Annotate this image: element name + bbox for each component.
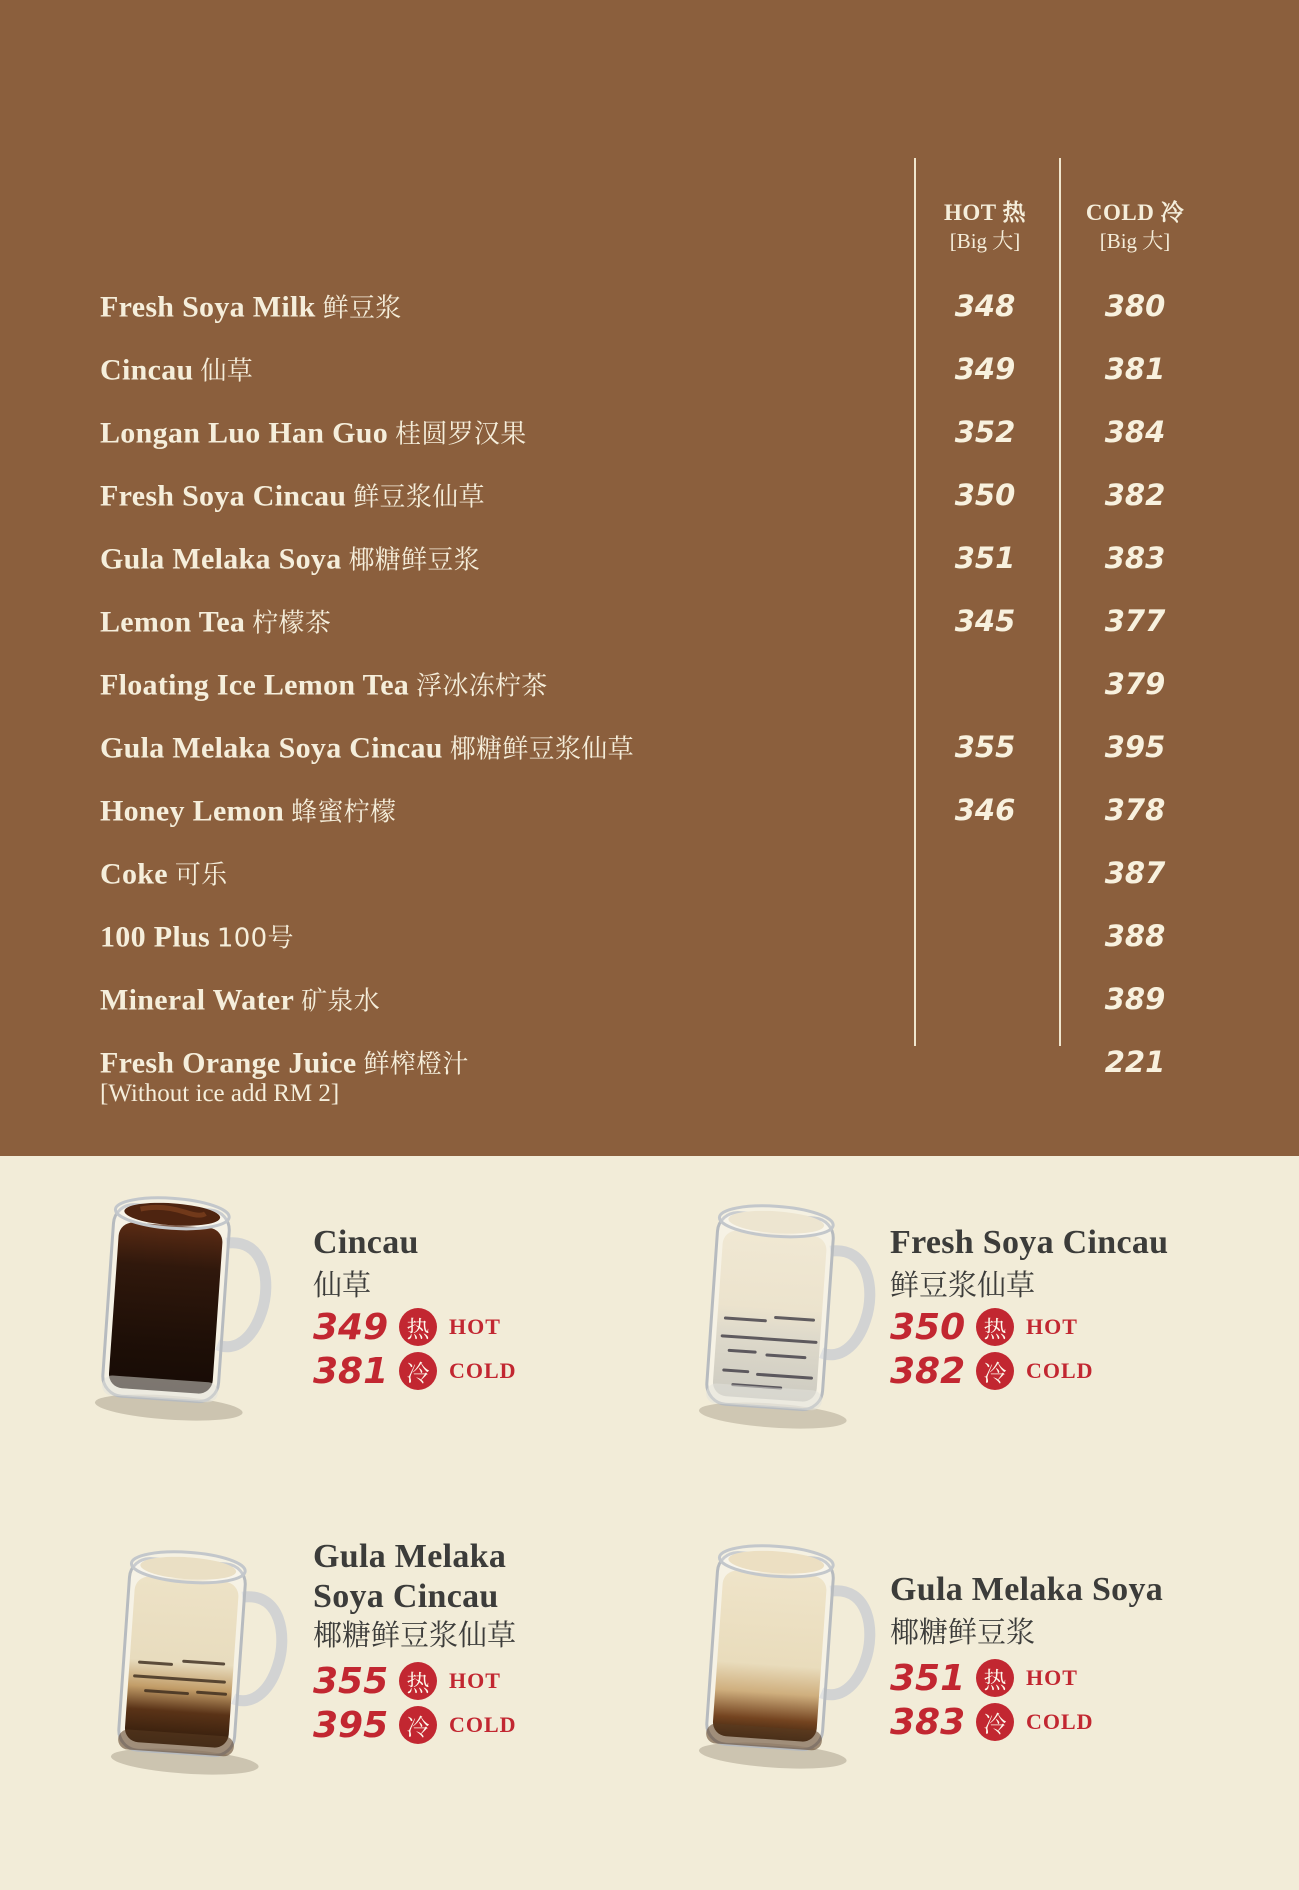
- cold-price: 379: [1104, 666, 1166, 701]
- featured-card-cincau: [313, 1223, 733, 1393]
- cold-price: 378: [1104, 792, 1166, 827]
- card-title-line2: Soya Cincau: [313, 1578, 499, 1615]
- hot-price: 349: [954, 351, 1016, 386]
- hot-price: 346: [954, 792, 1016, 827]
- item-name: [100, 539, 480, 576]
- cold-circle-icon: 冷: [399, 1352, 437, 1390]
- card-title: Cincau: [313, 1224, 419, 1261]
- menu-item-row: [0, 715, 1299, 778]
- cold-circle-icon: 冷: [976, 1352, 1014, 1390]
- cold-column-size-note: [Big 大]: [1099, 229, 1171, 254]
- cold-price-row: [313, 1349, 733, 1393]
- card-title: Fresh Soya Cincau: [890, 1224, 1169, 1261]
- cold-price: 381: [1104, 351, 1166, 386]
- item-name-en: Fresh Soya Cincau: [100, 479, 347, 512]
- card-prices: [890, 1305, 1299, 1393]
- menu-item-row: [0, 652, 1299, 715]
- mug-photo-fresh-soya-cincau: [688, 1192, 878, 1432]
- item-name: [100, 980, 380, 1017]
- hot-circle-icon: 热: [399, 1308, 437, 1346]
- card-subtitle-zh: 仙草: [313, 1268, 372, 1302]
- menu-item-row: [0, 841, 1299, 904]
- item-name: [100, 287, 402, 324]
- menu-item-row: [0, 337, 1299, 400]
- cold-price-row: [890, 1349, 1299, 1393]
- cold-price: 395: [1104, 729, 1166, 764]
- cold-item-number: 383: [890, 1701, 966, 1743]
- featured-card-gula-melaka-soya: [890, 1570, 1299, 1744]
- menu-item-row: [0, 778, 1299, 841]
- featured-card-gula-melaka-soya-cincau: [313, 1537, 733, 1747]
- hot-price: 355: [954, 729, 1016, 764]
- cold-price: 382: [1104, 477, 1166, 512]
- item-name-zh: 柠檬茶: [252, 608, 332, 638]
- card-subtitle-zh: 鲜豆浆仙草: [890, 1268, 1036, 1302]
- hot-circle-icon: 热: [976, 1308, 1014, 1346]
- item-name: [100, 854, 227, 891]
- hot-price-row: [313, 1659, 733, 1703]
- menu-item-row: [0, 526, 1299, 589]
- hot-label: HOT: [449, 1314, 501, 1339]
- cold-circle-icon: 冷: [399, 1706, 437, 1744]
- mug-photo-gula-melaka-soya: [688, 1532, 878, 1772]
- hot-circle-icon: 热: [976, 1659, 1014, 1697]
- card-subtitle-zh: 椰糖鲜豆浆仙草: [313, 1618, 517, 1652]
- item-name-zh: 矿泉水: [301, 986, 381, 1016]
- hot-price: 348: [954, 288, 1016, 323]
- menu-item-row: [0, 274, 1299, 337]
- item-name-zh: 鲜豆浆: [322, 293, 402, 323]
- cold-label: COLD: [1026, 1358, 1094, 1383]
- cold-column-title: COLD 冷: [1085, 200, 1185, 225]
- cold-price: 384: [1104, 414, 1166, 449]
- item-name-en: Honey Lemon: [100, 794, 285, 827]
- cold-label: COLD: [1026, 1709, 1094, 1734]
- hot-item-number: 351: [890, 1657, 966, 1699]
- item-name-zh: 鲜豆浆仙草: [353, 482, 485, 512]
- hot-price: 350: [954, 477, 1016, 512]
- card-subtitle-zh: 椰糖鲜豆浆: [890, 1615, 1036, 1649]
- menu-item-row: [0, 967, 1299, 1030]
- item-name: [100, 791, 396, 828]
- column-header-cold: [1070, 200, 1200, 254]
- cold-label: COLD: [449, 1358, 517, 1383]
- hot-price-row: [313, 1305, 733, 1349]
- orange-juice-note: [Without ice add RM 2]: [100, 1080, 340, 1107]
- item-name-en: Fresh Soya Milk: [100, 290, 316, 323]
- card-prices: [313, 1305, 733, 1393]
- hot-item-number: 350: [890, 1306, 966, 1348]
- cold-price: 380: [1104, 288, 1166, 323]
- cold-circle-icon: 冷: [976, 1703, 1014, 1741]
- item-name-en: Floating Ice Lemon Tea: [100, 668, 410, 701]
- hot-price: 345: [954, 603, 1016, 638]
- hot-label: HOT: [1026, 1665, 1078, 1690]
- item-name-zh: 鲜榨橙汁: [363, 1049, 469, 1079]
- cold-item-number: 382: [890, 1350, 966, 1392]
- cold-price: 383: [1104, 540, 1166, 575]
- item-name: [100, 728, 634, 765]
- item-name-en: Longan Luo Han Guo: [100, 416, 389, 449]
- item-name: [100, 665, 548, 702]
- menu-item-row: [0, 463, 1299, 526]
- item-name-zh: 椰糖鲜豆浆: [348, 545, 481, 575]
- card-prices: [890, 1656, 1299, 1744]
- item-name-en: Coke: [100, 857, 168, 890]
- hot-item-number: 349: [313, 1306, 389, 1348]
- hot-price: 352: [954, 414, 1016, 449]
- card-title: Gula Melaka Soya: [890, 1571, 1164, 1608]
- hot-label: HOT: [1026, 1314, 1078, 1339]
- item-name-en: Gula Melaka Soya: [100, 542, 342, 575]
- item-name: [100, 476, 485, 513]
- cold-price: 387: [1104, 855, 1166, 890]
- item-name-en: Cincau: [100, 353, 194, 386]
- hot-circle-icon: 热: [399, 1662, 437, 1700]
- card-title: Gula Melaka: [313, 1538, 507, 1575]
- cold-item-number: 381: [313, 1350, 389, 1392]
- item-name-en: Gula Melaka Soya Cincau: [100, 731, 443, 764]
- cold-item-number: 395: [313, 1704, 389, 1746]
- cold-price: 389: [1104, 981, 1166, 1016]
- featured-card-fresh-soya-cincau: [890, 1223, 1299, 1393]
- cold-price: 388: [1104, 918, 1166, 953]
- item-name-zh: 100号: [216, 923, 294, 953]
- item-name: [100, 413, 527, 450]
- hot-item-number: 355: [313, 1660, 389, 1702]
- hot-column-title: HOT 热: [944, 200, 1026, 225]
- item-name: [100, 1043, 469, 1080]
- item-name-en: 100 Plus: [100, 920, 210, 953]
- hot-price: 351: [954, 540, 1016, 575]
- menu-item-row: [0, 904, 1299, 967]
- cold-price-row: [890, 1700, 1299, 1744]
- hot-price-row: [890, 1656, 1299, 1700]
- mug-photo-gula-melaka-soya-cincau: [100, 1538, 290, 1778]
- item-name-zh: 浮冰冻柠茶: [416, 671, 548, 701]
- hot-column-size-note: [Big 大]: [949, 229, 1021, 254]
- mug-photo-cincau: [84, 1184, 274, 1424]
- item-name-en: Lemon Tea: [100, 605, 246, 638]
- item-name-zh: 仙草: [200, 356, 254, 386]
- item-name: [100, 602, 331, 639]
- item-name-zh: 蜂蜜柠檬: [291, 797, 397, 827]
- column-header-hot: [920, 200, 1050, 254]
- menu-item-row: [0, 400, 1299, 463]
- item-name-zh: 桂圆罗汉果: [395, 419, 527, 449]
- card-prices: [313, 1659, 733, 1747]
- item-name-en: Fresh Orange Juice: [100, 1046, 357, 1079]
- featured-drinks-section: [0, 1156, 1299, 1890]
- cold-label: COLD: [449, 1712, 517, 1737]
- item-name-en: Mineral Water: [100, 983, 295, 1016]
- item-name-zh: 可乐: [174, 860, 228, 890]
- item-name-zh: 椰糖鲜豆浆仙草: [449, 734, 634, 764]
- cold-price: 377: [1104, 603, 1166, 638]
- cold-price-row: [313, 1703, 733, 1747]
- hot-label: HOT: [449, 1668, 501, 1693]
- item-name: [100, 350, 253, 387]
- cold-price: 221: [1104, 1044, 1166, 1079]
- item-name: [100, 917, 294, 954]
- hot-price-row: [890, 1305, 1299, 1349]
- menu-item-row: [0, 589, 1299, 652]
